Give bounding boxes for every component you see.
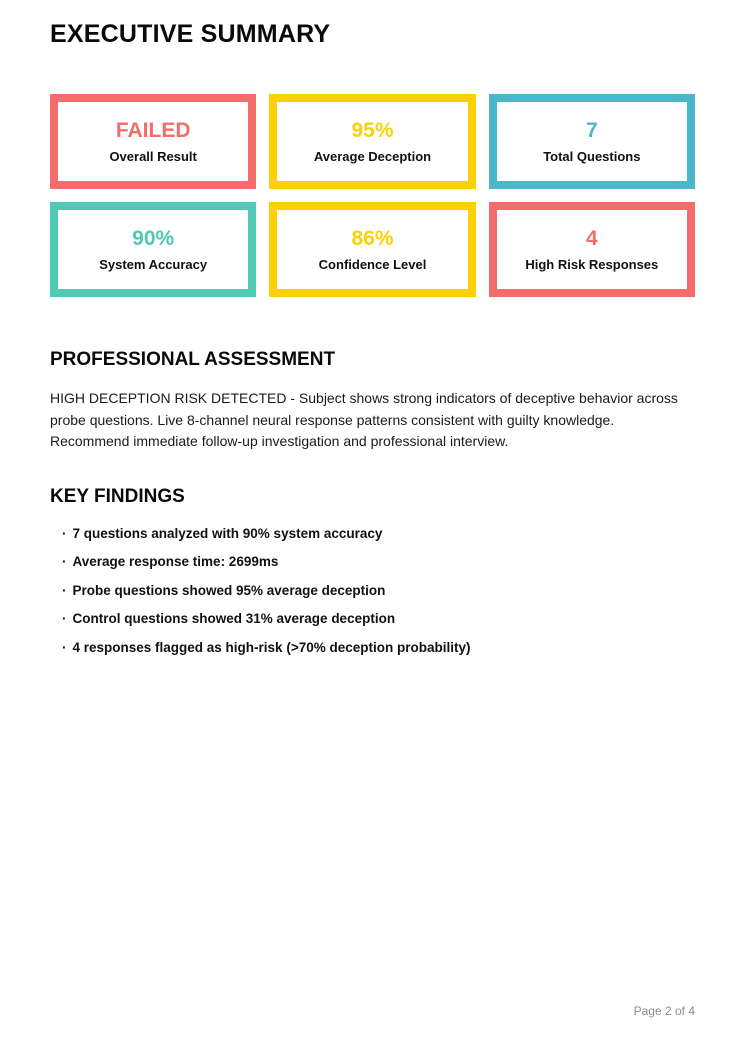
- finding-item: · 4 responses flagged as high-risk (>70% deception probability): [62, 639, 695, 657]
- finding-item: · 7 questions analyzed with 90% system accuracy: [62, 525, 695, 543]
- assessment-heading: PROFESSIONAL ASSESSMENT: [50, 349, 336, 370]
- stat-label: Average Deception: [313, 149, 432, 165]
- finding-item: · Average response time: 2699ms: [62, 553, 695, 571]
- stat-label: Total Questions: [543, 149, 641, 165]
- stat-value: 7: [585, 118, 598, 142]
- stat-value: 90%: [132, 226, 175, 250]
- stat-value: 95%: [351, 118, 394, 142]
- finding-item: · Probe questions showed 95% average deception: [62, 582, 695, 600]
- stat-label: System Accuracy: [99, 257, 208, 273]
- stats-grid: [50, 94, 695, 297]
- stat-value: FAILED: [115, 118, 191, 142]
- key-findings-list: [50, 525, 695, 657]
- stat-value: 4: [585, 226, 598, 250]
- stat-card-high-risk-responses: [489, 202, 695, 297]
- stat-label: Overall Result: [109, 149, 197, 165]
- stat-label: High Risk Responses: [525, 257, 659, 273]
- stat-card-overall-result: [50, 94, 256, 189]
- stat-card-average-deception: [269, 94, 475, 189]
- stat-value: 86%: [351, 226, 394, 250]
- assessment-body: HIGH DECEPTION RISK DETECTED - Subject shows strong indicators of deceptive behavior across probe questions. Live 8-channel neural response patterns consistent with guilty knowledge. Recommend immediate follow-up investigation and professional interview.: [50, 390, 678, 449]
- stat-card-system-accuracy: [50, 202, 256, 297]
- stat-card-total-questions: [489, 94, 695, 189]
- key-findings-heading: KEY FINDINGS: [50, 485, 185, 507]
- page-number: Page 2 of 4: [633, 1004, 695, 1018]
- finding-item: · Control questions showed 31% average deception: [62, 610, 695, 628]
- page-title: EXECUTIVE SUMMARY: [50, 20, 331, 48]
- stat-label: Confidence Level: [318, 257, 427, 273]
- stat-card-confidence-level: [269, 202, 475, 297]
